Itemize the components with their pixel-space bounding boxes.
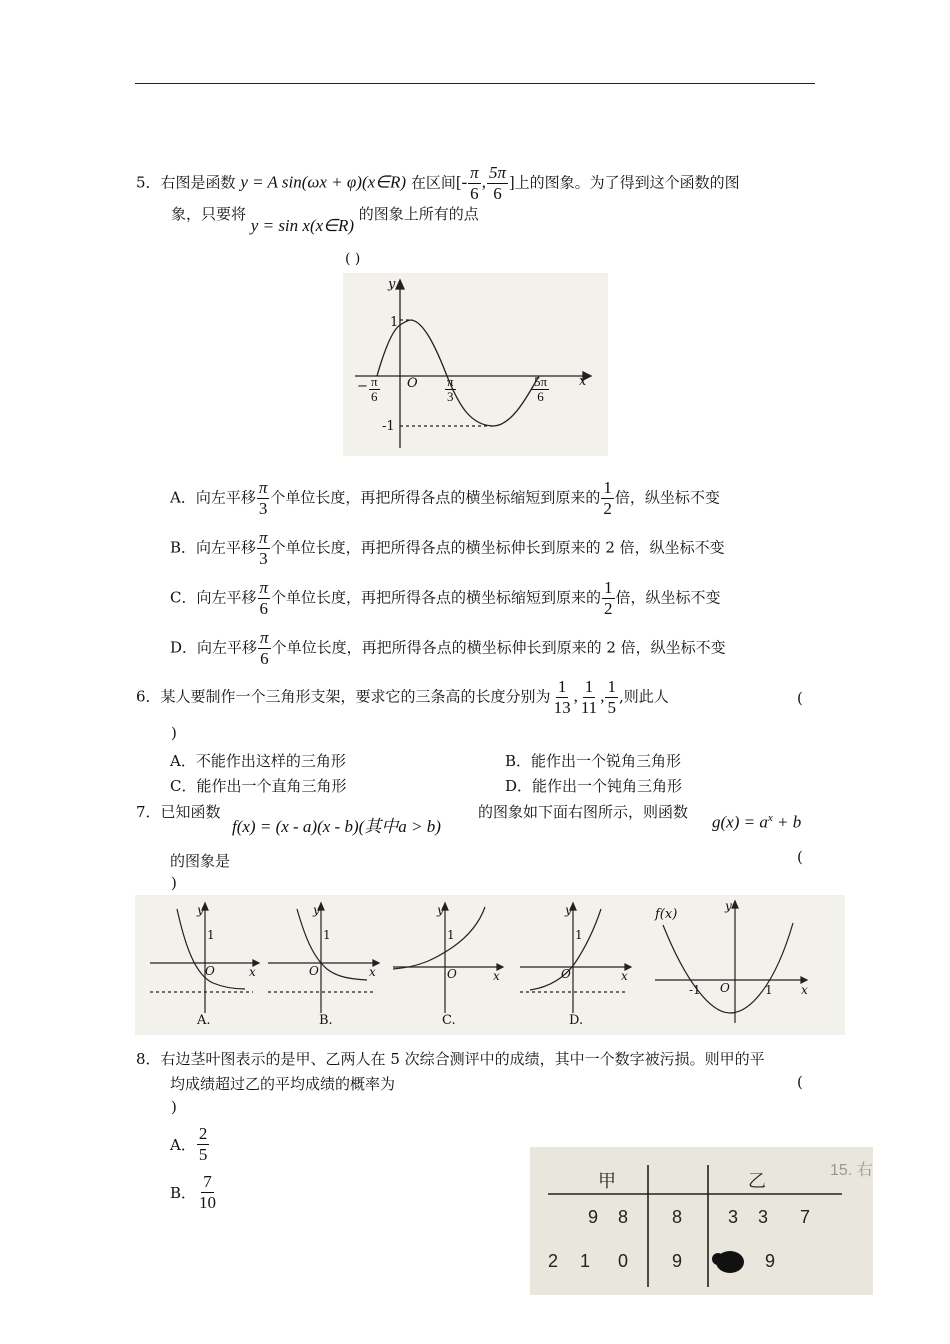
- q6-option-d: D．能作出一个钝角三角形: [505, 777, 683, 795]
- stem-leaf: 1: [580, 1251, 591, 1271]
- gb-x: x: [369, 965, 376, 979]
- q5-option-a: A．向左平移 $\frac{\pi}{3}$ 个单位长度，再把所得各点的横坐标缩短到原来的 $\frac{1}{2}$ 倍，纵坐标不变: [170, 478, 720, 518]
- q5-tail: 上的图象。为了得到这个函数的图: [514, 173, 740, 192]
- q5-frac-neg-pi6: $\frac{\pi}{6}$: [470, 163, 479, 203]
- graph-tick-neg-pi6: $\frac{\pi}{6}$: [371, 374, 378, 404]
- ga-y: y: [197, 903, 204, 917]
- stem-leaf: 0: [618, 1251, 629, 1271]
- stem-leaf: 7: [800, 1207, 811, 1227]
- q8-paren-open: (: [797, 1073, 803, 1091]
- q7-paren-open: (: [797, 848, 803, 866]
- graph-b-letter: B.: [319, 1013, 333, 1028]
- q5-mid: 在区间: [410, 173, 456, 192]
- stem-leaf: 9: [588, 1207, 599, 1227]
- q8-option-b: B． $\frac{7}{10}$: [170, 1172, 217, 1212]
- sine-curve: [377, 320, 539, 426]
- gd-x: x: [621, 969, 628, 983]
- q5-option-b: B．向左平移 $\frac{\pi}{3}$ 个单位长度，再把所得各点的横坐标伸长到原来的 2 倍，纵坐标不变: [170, 528, 725, 568]
- q7-mid: 的图象如下面右图所示，则函数: [478, 803, 689, 821]
- graph-origin: O: [407, 376, 418, 391]
- q6-paren-open: (: [797, 689, 803, 707]
- gb-o: O: [309, 964, 319, 978]
- stem-leaf-plot: [530, 1147, 873, 1295]
- q5-line2-a: 象，只要将: [171, 205, 247, 223]
- q7-function-f: f(x) = (x - a)(x - b)(其中a > b): [232, 817, 441, 836]
- q6-option-b: B．能作出一个锐角三角形: [505, 752, 682, 770]
- q8-option-a: A． $\frac{2}{5}$: [170, 1124, 208, 1164]
- q5-option-d: D．向左平移 $\frac{\pi}{6}$ 个单位长度，再把所得各点的横坐标伸长到原来的 2 倍，纵坐标不变: [170, 628, 726, 668]
- graph-c-letter: C.: [442, 1013, 456, 1028]
- q7-line1: 7．已知函数: [136, 803, 221, 821]
- gf-fx-label: f(x): [655, 907, 678, 922]
- ga-x: x: [249, 965, 256, 979]
- q5-interval-open: [-: [455, 172, 468, 192]
- stem-header-yi: 乙: [748, 1171, 766, 1191]
- q6-paren-close: ): [171, 724, 177, 742]
- stem-leaf: 8: [618, 1207, 629, 1227]
- q6-option-a: A．不能作出这样的三角形: [170, 752, 346, 770]
- gd-o: O: [561, 967, 571, 981]
- graph-b-curve: [297, 909, 367, 980]
- graph-y-label: y: [388, 277, 396, 292]
- gb-y: y: [313, 903, 320, 917]
- q5-line1: [136, 163, 740, 204]
- gd-1: 1: [575, 928, 583, 942]
- graph-neg-sign: −: [357, 379, 368, 394]
- ga-1: 1: [207, 928, 215, 942]
- q6-option-c: C．能作出一个直角三角形: [170, 777, 347, 795]
- gf-neg1: -1: [689, 983, 701, 997]
- q5-frac-5pi6: $\frac{5\pi}{6}$: [488, 163, 506, 203]
- q5-number: 5．: [136, 173, 161, 192]
- q7-paren-close: ): [171, 874, 177, 892]
- graph-tick-neg1: -1: [382, 419, 395, 434]
- stem-leaf: 9: [765, 1251, 776, 1271]
- stem-header-jia: 甲: [598, 1171, 616, 1191]
- q7-graphs: [135, 895, 845, 1035]
- graph-tick-5pi6: $\frac{5\pi}{6}$: [534, 374, 548, 404]
- graph-x-label: x: [579, 374, 587, 389]
- q5-option-c: C．向左平移 $\frac{\pi}{6}$ 个单位长度，再把所得各点的横坐标缩短到原来的 $\frac{1}{2}$ 倍，纵坐标不变: [170, 578, 721, 618]
- graph-tick-1: 1: [390, 315, 399, 330]
- graph-tick-pi3: $\frac{\pi}{3}$: [447, 374, 454, 404]
- y-axis-arrow: [396, 280, 404, 289]
- ga-o: O: [205, 964, 215, 978]
- stem-leaf: 2: [548, 1251, 559, 1271]
- q5-line2: [171, 203, 479, 235]
- header-rule: [135, 83, 815, 84]
- q5-line2-b: 的图象上所有的点: [358, 205, 479, 223]
- gc-y: y: [437, 903, 444, 917]
- stem-value: 9: [672, 1251, 683, 1271]
- q5-answer-paren: ( ): [345, 251, 361, 267]
- gf-1: 1: [765, 983, 773, 997]
- gb-1: 1: [323, 928, 331, 942]
- q5-function2: y = sin x(x∈R): [250, 216, 355, 235]
- q5-function: y = A sin(ωx + φ)(x∈R): [240, 172, 407, 192]
- stem-bg-text: 15. 右: [830, 1162, 873, 1179]
- q7-line2: 的图象是: [170, 852, 231, 870]
- q6-line1: 6．某人要制作一个三角形支架，要求它的三条高的长度分别为 $\frac{1}{13}$ , $\frac{1}{11}$ , $\frac{1}{5}$ ,则此人: [136, 677, 669, 717]
- q5-intro: 右图是函数: [160, 173, 236, 192]
- gf-o: O: [720, 981, 730, 995]
- gc-x: x: [493, 969, 500, 983]
- gc-1: 1: [447, 928, 455, 942]
- gd-y: y: [565, 903, 572, 917]
- stem-leaf: 3: [728, 1207, 739, 1227]
- q5-comma: ,: [481, 172, 486, 192]
- graph-d-letter: D.: [569, 1013, 584, 1028]
- q5-sine-graph: [343, 273, 608, 456]
- q8-line1: 8．右边茎叶图表示的是甲、乙两人在 5 次综合测评中的成绩，其中一个数字被污损。则甲的平: [136, 1050, 765, 1068]
- graph-a-letter: A.: [197, 1013, 211, 1028]
- gc-o: O: [447, 967, 457, 981]
- stem-leaf: 3: [758, 1207, 769, 1227]
- q7-function-g: $g(x) = a^x + b$: [712, 812, 802, 832]
- stem-value: 8: [672, 1207, 683, 1227]
- gf-y: y: [725, 899, 732, 913]
- q8-line2: 均成绩超过乙的平均成绩的概率为: [170, 1075, 396, 1093]
- gf-x: x: [801, 983, 808, 997]
- q5-interval-close: ]: [508, 172, 515, 192]
- graph-f-parabola: [663, 923, 793, 1013]
- q8-paren-close: ): [171, 1098, 177, 1116]
